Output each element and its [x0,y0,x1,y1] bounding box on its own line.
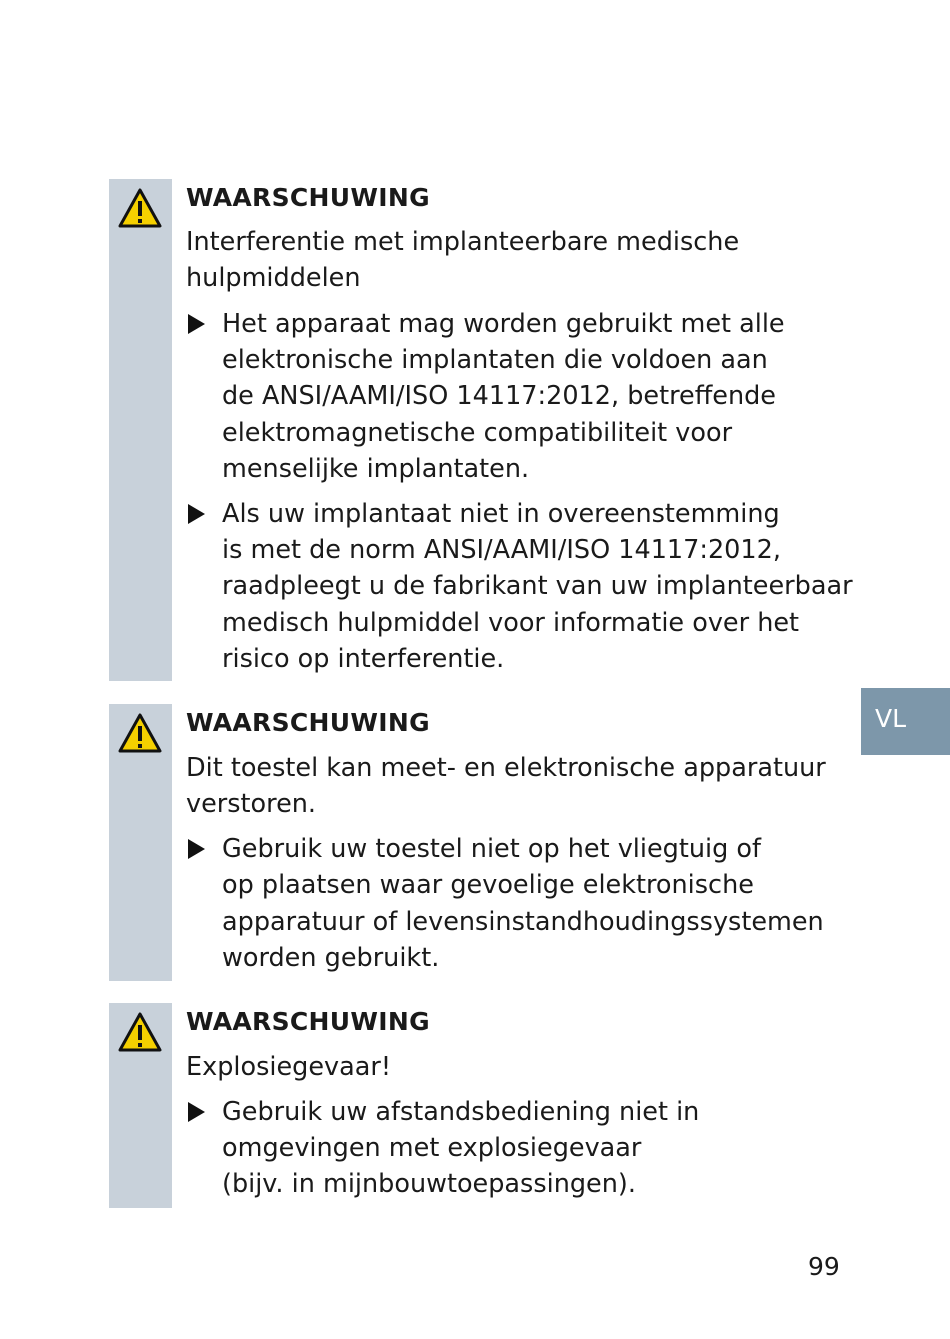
warning-heading: WAARSCHUWING [186,183,430,212]
bullet-arrow-icon [188,839,205,859]
bullet-line: op plaatsen waar gevoelige elektronische [222,870,754,900]
bullet-line: medisch hulpmiddel voor informatie over het [222,608,800,638]
warning-intro-line: Dit toestel kan meet- en elektronische apparatuur [186,753,826,783]
warning-intro-line: Explosiegevaar! [186,1052,392,1082]
bullet-line: Het apparaat mag worden gebruikt met alle [222,309,785,339]
warning-triangle-icon [117,187,163,229]
warning-triangle-icon [117,712,163,754]
bullet-arrow-icon [188,504,205,524]
bullet-line: is met de norm ANSI/AAMI/ISO 14117:2012, [222,535,781,565]
warning-block-1 [109,179,869,681]
warning-sidebar [109,179,172,681]
bullet-line: Gebruik uw afstandsbediening niet in [222,1097,700,1127]
warning-block-2 [109,704,869,981]
warning-intro-line: verstoren. [186,789,317,819]
bullet-line: de ANSI/AAMI/ISO 14117:2012, betreffende [222,381,776,411]
warning-intro-line: Interferentie met implanteerbare medische [186,227,740,257]
bullet-line: menselijke implantaten. [222,454,530,484]
bullet-arrow-icon [188,1102,205,1122]
warning-block-3 [109,1003,869,1208]
bullet-line: raadpleegt u de fabrikant van uw implanteerbaar [222,571,853,601]
warning-intro-line: hulpmiddelen [186,263,361,293]
bullet-line: risico op interferentie. [222,644,505,674]
bullet-line: apparatuur of levensinstandhoudingssystemen [222,907,824,937]
warning-heading: WAARSCHUWING [186,1007,430,1036]
bullet-line: Als uw implantaat niet in overeenstemming [222,499,780,529]
warning-heading: WAARSCHUWING [186,708,430,737]
bullet-line: worden gebruikt. [222,943,440,973]
language-tab: VL [861,688,950,755]
bullet-line: omgevingen met explosiegevaar [222,1133,642,1163]
bullet-line: elektromagnetische compatibiliteit voor [222,418,733,448]
page-number: 99 [808,1252,840,1281]
bullet-arrow-icon [188,314,205,334]
bullet-line: (bijv. in mijnbouwtoepassingen). [222,1169,636,1199]
bullet-line: elektronische implantaten die voldoen aan [222,345,768,375]
bullet-line: Gebruik uw toestel niet op het vliegtuig of [222,834,761,864]
warning-triangle-icon [117,1011,163,1053]
